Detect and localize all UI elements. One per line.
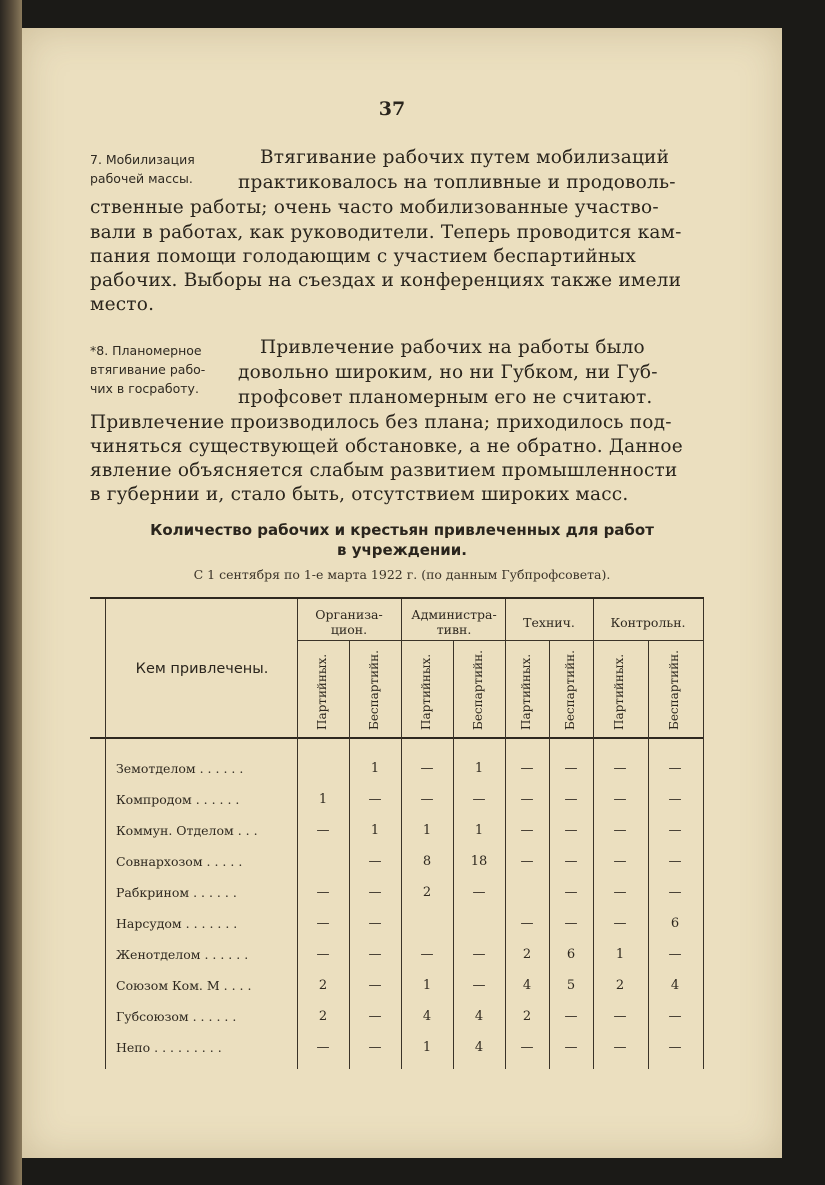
table-top-rule xyxy=(90,597,704,599)
margin-note-line: *8. Планомерное xyxy=(90,343,202,358)
table-cell: — xyxy=(316,1040,330,1055)
table-cell: — xyxy=(668,792,682,807)
table-cell: — xyxy=(564,854,578,869)
table-cell: — xyxy=(520,1040,534,1055)
table-cell: — xyxy=(613,885,627,900)
row-label: Совнархозом . . . . . xyxy=(116,854,243,869)
table-cell: — xyxy=(316,916,330,931)
table-cell: — xyxy=(668,1040,682,1055)
column-header: Партийных. xyxy=(419,653,433,730)
group-header-rule xyxy=(297,640,704,641)
table-cell: — xyxy=(613,916,627,931)
table-cell: — xyxy=(668,854,682,869)
paragraph-line: Привлечение производилось без плана; приходилось под- xyxy=(90,412,672,433)
column-header: Партийных. xyxy=(315,653,329,730)
table-cell: — xyxy=(316,885,330,900)
table-cell: 1 xyxy=(474,761,484,776)
paragraph-line: Втягивание рабочих путем мобилизаций xyxy=(260,147,670,168)
column-header: Беспартийн. xyxy=(563,650,577,730)
table-cell: — xyxy=(564,761,578,776)
table-cell: 1 xyxy=(615,947,625,962)
table-cell: 1 xyxy=(474,823,484,838)
table-cell: — xyxy=(668,761,682,776)
table-cell: — xyxy=(368,978,382,993)
row-label: Рабкрином . . . . . . xyxy=(116,885,237,900)
table-cell: — xyxy=(668,947,682,962)
table-cell: — xyxy=(420,947,434,962)
table-cell: — xyxy=(368,947,382,962)
table-cell: — xyxy=(368,854,382,869)
table-cell: — xyxy=(668,823,682,838)
book-page xyxy=(22,28,782,1158)
table-cell: — xyxy=(420,761,434,776)
table-cell: — xyxy=(368,792,382,807)
table-cell: 1 xyxy=(370,761,380,776)
row-label: Губсоюзом . . . . . . xyxy=(116,1009,237,1024)
table-cell: — xyxy=(613,823,627,838)
table-cell: — xyxy=(368,885,382,900)
table-cell: 4 xyxy=(670,978,680,993)
table-cell: — xyxy=(564,1040,578,1055)
table-cell: 6 xyxy=(566,947,576,962)
table-cell: 4 xyxy=(474,1040,484,1055)
table-title-line2: в учреждении. xyxy=(337,541,467,559)
table-cell: 1 xyxy=(318,792,328,807)
table-cell: — xyxy=(316,823,330,838)
table-cell: 1 xyxy=(422,823,432,838)
table-cell: 2 xyxy=(318,1009,328,1024)
column-header: Беспартийн. xyxy=(667,650,681,730)
table-cell: — xyxy=(613,792,627,807)
column-header: Беспартийн. xyxy=(471,650,485,730)
table-cell: 1 xyxy=(370,823,380,838)
table-cell: 1 xyxy=(422,1040,432,1055)
paragraph-line: Привлечение рабочих на работы было xyxy=(260,337,645,358)
table-cell: 8 xyxy=(422,854,432,869)
row-label: Компродом . . . . . . xyxy=(116,792,240,807)
row-label: Непо . . . . . . . . . xyxy=(116,1040,222,1055)
table-cell: 4 xyxy=(422,1009,432,1024)
table-cell: 2 xyxy=(522,1009,532,1024)
paragraph-line: чиняться существующей обстановке, а не обратно. Данное xyxy=(90,436,683,457)
table-cell: — xyxy=(668,1009,682,1024)
table-cell: — xyxy=(520,916,534,931)
table-cell: — xyxy=(420,792,434,807)
book-spine xyxy=(0,0,22,1185)
table-cell: — xyxy=(520,761,534,776)
margin-note-line: рабочей массы. xyxy=(90,171,193,186)
row-label: Женотделом . . . . . . xyxy=(116,947,249,962)
group-header-org: Организа-цион. xyxy=(315,607,383,637)
table-cell: — xyxy=(613,1040,627,1055)
table-cell: — xyxy=(564,792,578,807)
table-cell: — xyxy=(472,947,486,962)
table-cell: — xyxy=(564,1009,578,1024)
margin-note-8 xyxy=(90,341,205,398)
paragraph-line: место. xyxy=(90,294,155,315)
margin-note-7 xyxy=(90,150,195,188)
table-cell: — xyxy=(368,1009,382,1024)
table-cell: — xyxy=(472,792,486,807)
group-header-control: Контрольн. xyxy=(610,615,686,630)
table-header-rule xyxy=(90,737,704,739)
margin-note-line: чих в госработу. xyxy=(90,381,199,396)
paragraph-line: в губернии и, стало быть, отсутствием широких масс. xyxy=(90,484,629,505)
table-cell: — xyxy=(472,978,486,993)
table-cell: 4 xyxy=(474,1009,484,1024)
paragraph-line: вали в работах, как руководители. Теперь проводится кам- xyxy=(90,222,682,243)
row-label: Земотделом . . . . . . xyxy=(116,761,244,776)
table-cell: 5 xyxy=(566,978,576,993)
table-cell: — xyxy=(564,916,578,931)
row-label: Коммун. Отделом . . . xyxy=(116,823,258,838)
column-header: Беспартийн. xyxy=(367,650,381,730)
table-cell: 18 xyxy=(470,854,488,869)
table-cell: — xyxy=(520,823,534,838)
stub-header: Кем привлечены. xyxy=(135,661,269,677)
table-right-line xyxy=(703,599,704,1069)
table-cell: — xyxy=(472,885,486,900)
page-number: 37 xyxy=(378,98,406,120)
column-header: Партийных. xyxy=(519,653,533,730)
table-cell: 2 xyxy=(615,978,625,993)
table-cell: — xyxy=(368,1040,382,1055)
group-header-admin: Администра-тивн. xyxy=(411,607,497,637)
table-subtitle: С 1 сентября по 1-е марта 1922 г. (по данным Губпрофсовета). xyxy=(193,567,611,582)
row-label: Нарсудом . . . . . . . xyxy=(116,916,238,931)
paragraph-line: пания помощи голодающим с участием беспартийных xyxy=(90,246,636,267)
paragraph-line: рабочих. Выборы на съездах и конференциях также имели xyxy=(90,270,682,291)
margin-note-line: втягивание рабо- xyxy=(90,362,206,377)
paragraph-line: явление объясняется слабым развитием промышленности xyxy=(90,460,678,481)
table-cell: 4 xyxy=(522,978,532,993)
table-cell: — xyxy=(564,823,578,838)
paragraph-line: ственные работы; очень часто мобилизованные участво- xyxy=(90,197,659,218)
table-cell: — xyxy=(316,947,330,962)
table-title: Количество рабочих и крестьян привлеченных для работ xyxy=(150,521,654,539)
table-cell: 2 xyxy=(522,947,532,962)
table-left-line xyxy=(105,599,106,1069)
column-header: Партийных. xyxy=(612,653,626,730)
paragraph-line: профсовет планомерным его не считают. xyxy=(238,387,653,408)
table-cell: — xyxy=(520,792,534,807)
table-cell: — xyxy=(613,761,627,776)
table-cell: 6 xyxy=(670,916,680,931)
margin-note-line: 7. Мобилизация xyxy=(90,152,195,167)
table-cell: — xyxy=(520,854,534,869)
paragraph-line: довольно широким, но ни Губком, ни Губ- xyxy=(238,362,658,383)
table-cell: — xyxy=(564,885,578,900)
table-cell: 2 xyxy=(422,885,432,900)
table-cell: — xyxy=(613,854,627,869)
table-cell: — xyxy=(668,885,682,900)
table-cell: 2 xyxy=(318,978,328,993)
table-cell: 1 xyxy=(422,978,432,993)
table-cell: — xyxy=(613,1009,627,1024)
row-label: Союзом Ком. М . . . . xyxy=(116,978,252,993)
group-header-tech: Технич. xyxy=(523,615,575,630)
paragraph-line: практиковалось на топливные и продоволь- xyxy=(238,172,676,193)
table-cell: — xyxy=(368,916,382,931)
